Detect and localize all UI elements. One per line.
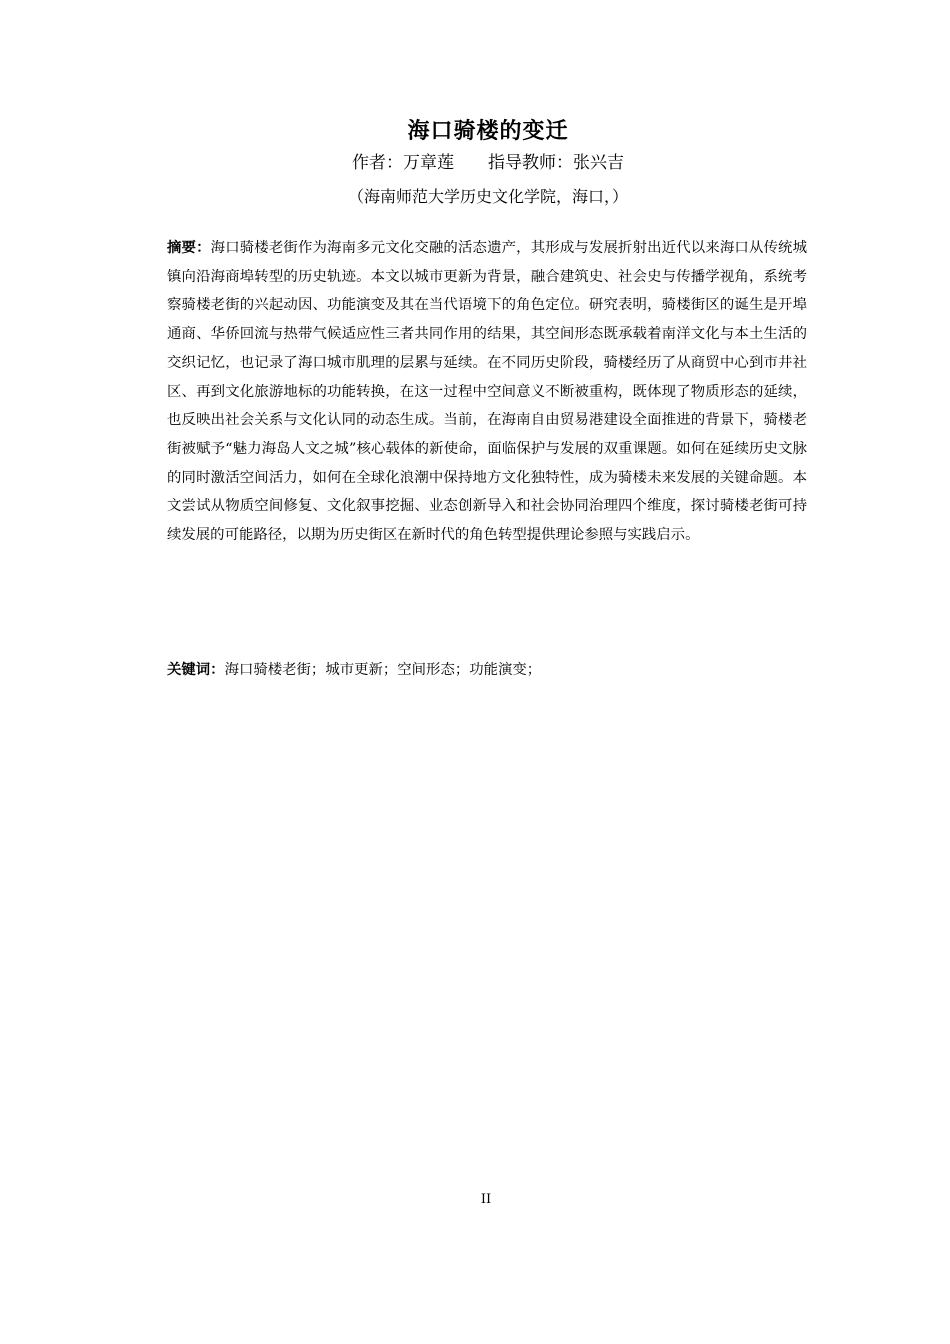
abstract-paragraph xyxy=(167,234,807,550)
author-line: 作者：万章莲 指导教师：张兴吉 xyxy=(352,153,624,173)
abstract-text: 海口骑楼老街作为海南多元文化交融的活态遗产，其形成与发展折射出近代以来海口从传统城镇向沿海商埠转型的历史轨迹。本文以城市更新为背景，融合建筑史、社会史与传播学视角，系统考察骑楼老街的兴起动因、功能演变及其在当代语境下的角色定位。研究表明，骑楼街区的诞生是开埠通商、华侨回流与热带气候适应性三者共同作用的结果，其空间形态既承载着南洋文化与本土生活的交织记忆，也记录了海口城市肌理的层累与延续。在不同历史阶段，骑楼经历了从商贸中心到市井社区、再到文化旅游地标的功能转换，在这一过程中空间意义不断被重构，既体现了物质形态的延续，也反映出社会关系与文化认同的动态生成。当前，在海南自由贸易港建设全面推进的背景下，骑楼老街被赋予“魅力海岛人文之城”核心载体的新使命，面临保护与发展的双重课题。如何在延续历史文脉的同时激活空间活力，如何在全球化浪潮中保持地方文化独特性，成为骑楼未来发展的关键命题。本文尝试从物质空间修复、文化叙事挖掘、业态创新导入和社会协同治理四个维度，探讨骑楼老街可持续发展的可能路径，以期为历史街区在新时代的角色转型提供理论参照与实践启示。 xyxy=(167,240,807,544)
abstract-label: 摘要： xyxy=(167,240,211,256)
page-number: II xyxy=(480,1192,492,1207)
keywords-text: 海口骑楼老街；城市更新；空间形态；功能演变； xyxy=(224,662,542,678)
affiliation: （海南师范大学历史文化学院，海口，） xyxy=(347,187,628,206)
paper-title: 海口骑楼的变迁 xyxy=(407,118,569,144)
keywords-line xyxy=(167,656,807,684)
keywords-label: 关键词： xyxy=(167,662,225,678)
